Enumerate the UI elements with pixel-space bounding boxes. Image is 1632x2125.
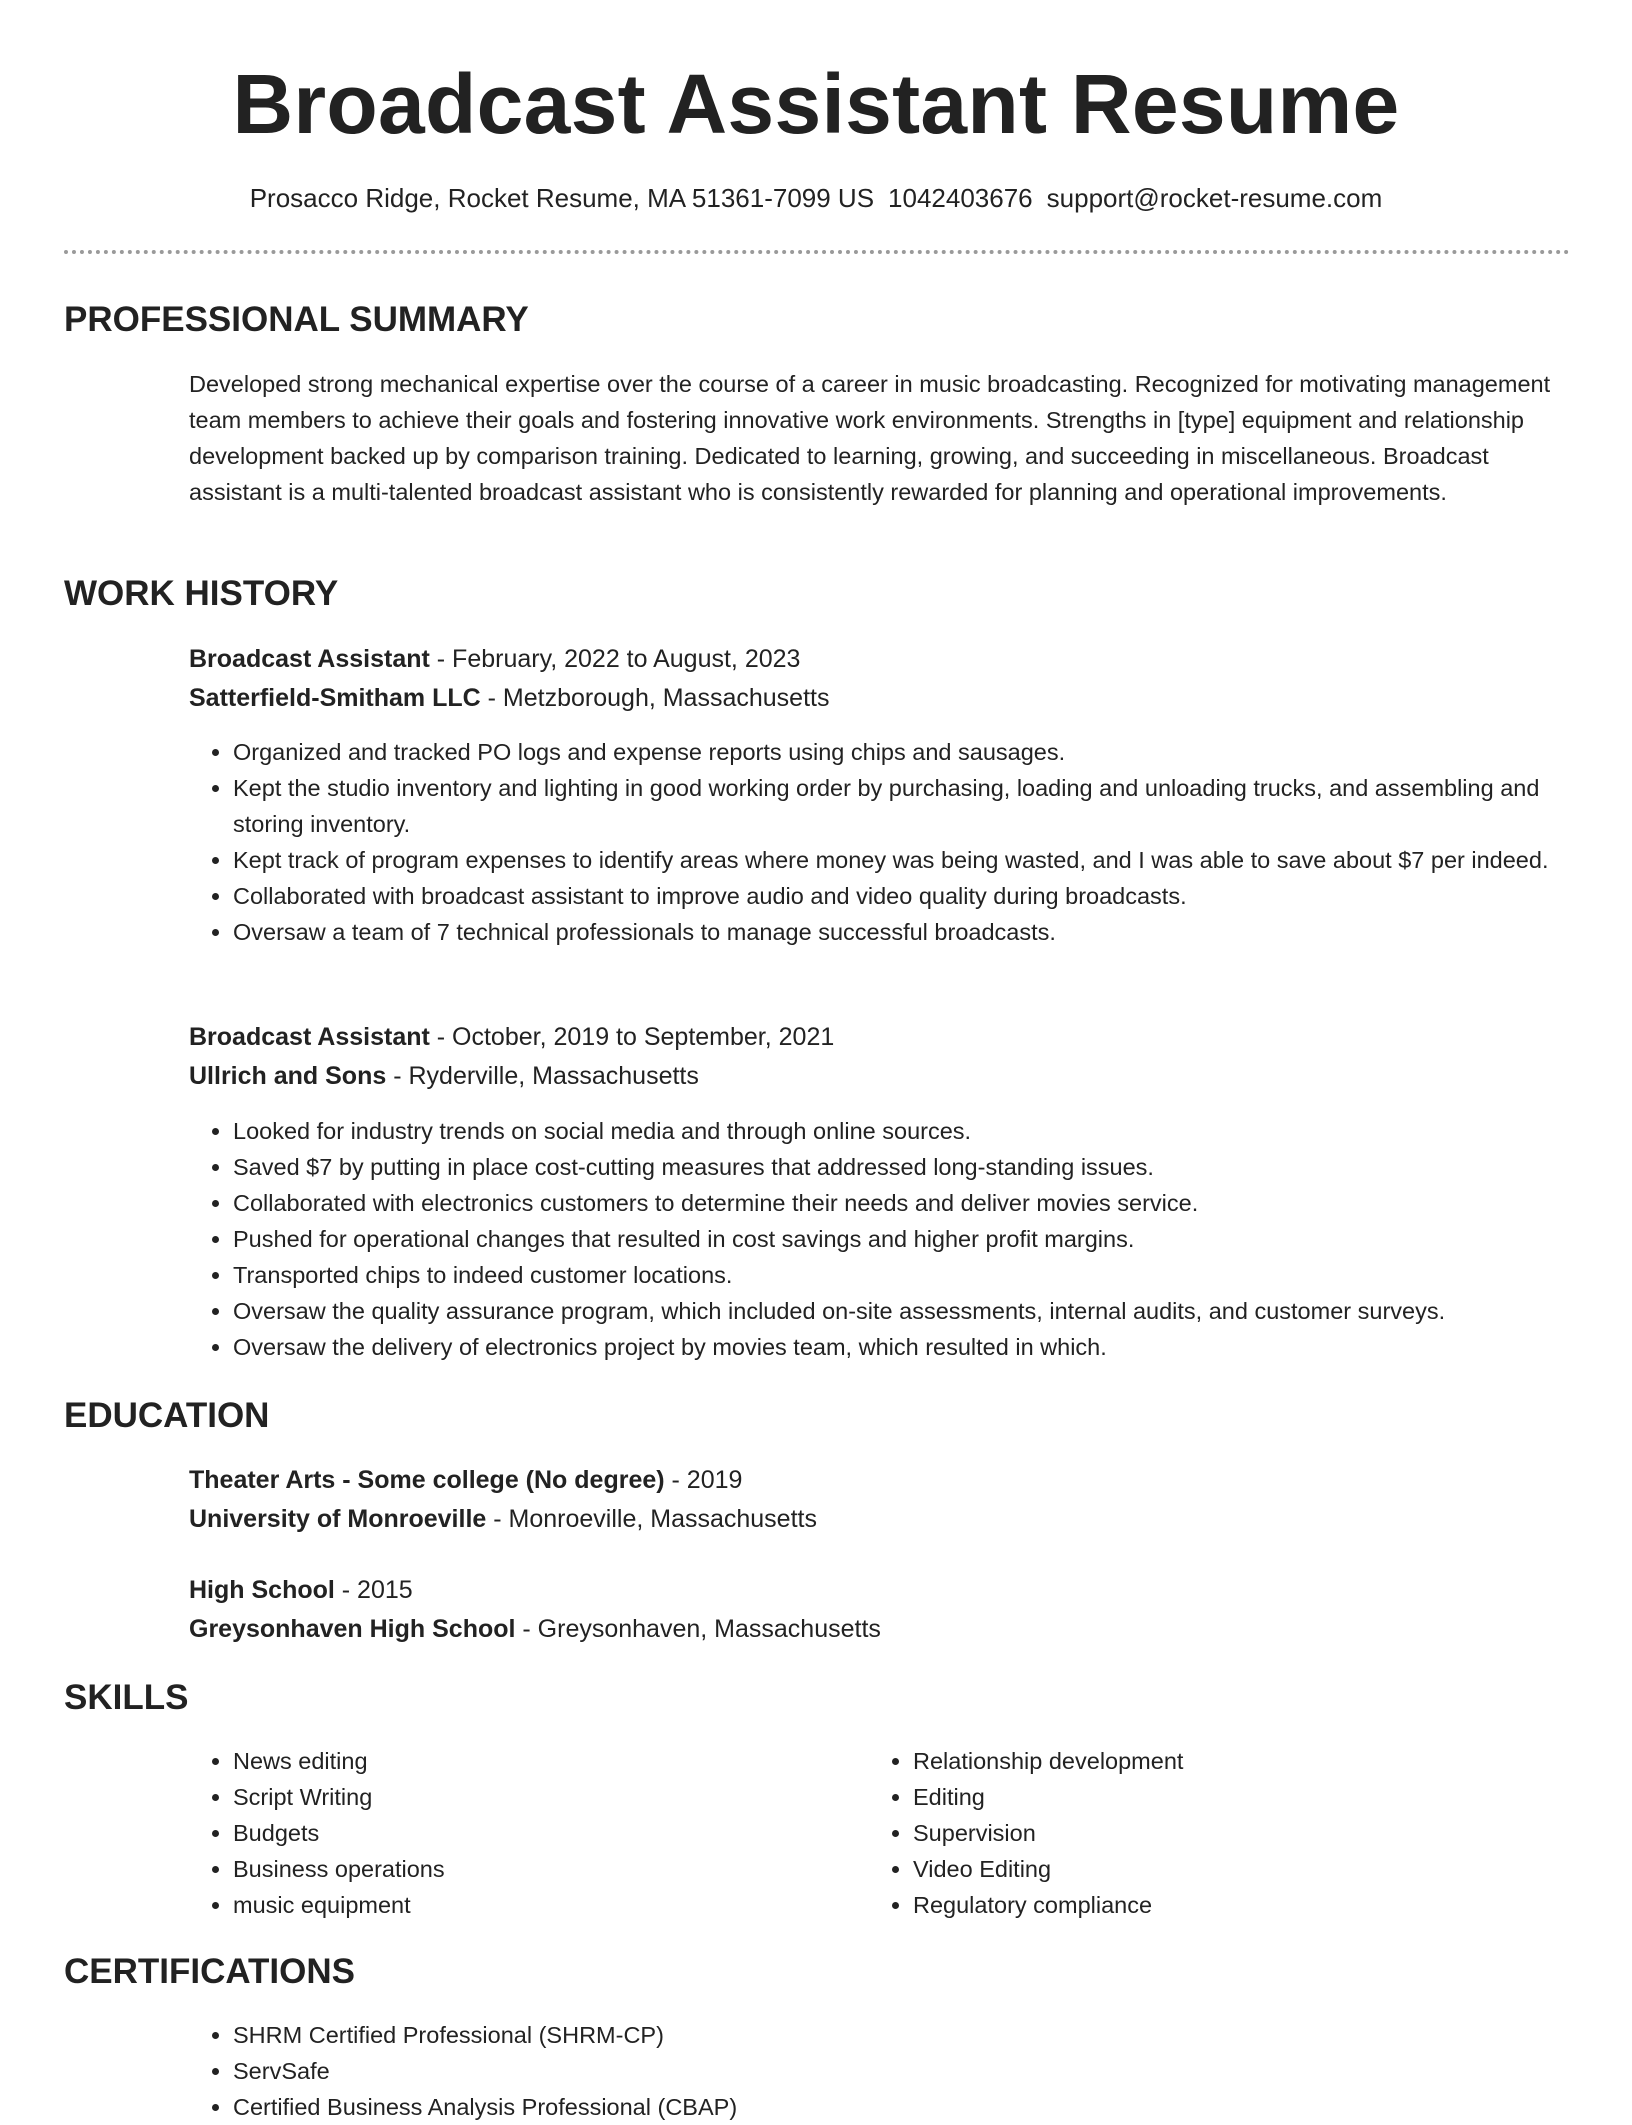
education-school-line [189,1610,1569,1649]
section-title-education: EDUCATION [64,1396,270,1435]
education-school: University of Monroeville [189,1505,487,1533]
list-item: • Relationship development [913,1743,1529,1779]
list-item: • Oversaw a team of 7 technical professionals to manage successful broadcasts. [233,914,1569,950]
list-item: • Script Writing [233,1779,849,1815]
section-title-work-history: WORK HISTORY [64,574,339,613]
education-degree-line [189,1461,1569,1500]
list-item: • Oversaw the delivery of electronics project by movies team, which resulted in which. [233,1329,1569,1365]
contact-phone: 1042403676 [888,183,1033,213]
job-title-line [189,1018,1569,1057]
education-location: - Monroeville, Massachusetts [486,1505,817,1533]
header-divider [64,250,1570,254]
job-bullets [189,734,1569,950]
job-company-line [189,679,1569,718]
contact-line [0,180,1632,216]
list-item: • Budgets [233,1815,849,1851]
list-item: • Video Editing [913,1851,1529,1887]
education-school: Greysonhaven High School [189,1615,516,1643]
list-item: • Kept track of program expenses to identify areas where money was being wasted, and I was able to save about $7 per indeed. [233,842,1569,878]
list-item: • Collaborated with broadcast assistant to improve audio and video quality during broadcasts. [233,878,1569,914]
job-dates: - October, 2019 to September, 2021 [429,1023,835,1051]
section-title-summary: PROFESSIONAL SUMMARY [64,300,529,339]
list-item: • Organized and tracked PO logs and expense reports using chips and sausages. [233,734,1569,770]
contact-address: Prosacco Ridge, Rocket Resume, MA 51361-7099 US [249,183,875,213]
list-item: • Looked for industry trends on social media and through online sources. [233,1113,1569,1149]
list-item: • News editing [233,1743,849,1779]
education-entry [189,1461,1569,1539]
contact-email: support@rocket-resume.com [1046,183,1383,213]
job-company-line [189,1057,1569,1096]
list-item: • Pushed for operational changes that resulted in cost savings and higher profit margins. [233,1221,1569,1257]
job-role: Broadcast Assistant [189,645,430,673]
list-item: • Certified Business Analysis Professional (CBAP) [233,2089,1569,2125]
certifications-list [189,2017,1569,2125]
list-item: • Oversaw the quality assurance program, which included on-site assessments, internal audits, and customer surveys. [233,1293,1569,1329]
job-role: Broadcast Assistant [189,1023,430,1051]
job-company: Ullrich and Sons [189,1062,387,1090]
skills-list-left [189,1743,849,1923]
section-title-skills: SKILLS [64,1678,189,1717]
list-item: • Editing [913,1779,1529,1815]
job-dates: - February, 2022 to August, 2023 [429,645,801,673]
job-bullets [189,1113,1569,1365]
section-title-certifications: CERTIFICATIONS [64,1952,356,1991]
list-item: • ServSafe [233,2053,1569,2089]
job-location: - Ryderville, Massachusetts [386,1062,699,1090]
list-item: • Collaborated with electronics customers to determine their needs and deliver movies service. [233,1185,1569,1221]
education-entry [189,1571,1569,1649]
job-entry [189,1018,1569,1096]
list-item: • Business operations [233,1851,849,1887]
list-item: • Supervision [913,1815,1529,1851]
list-item: • SHRM Certified Professional (SHRM-CP) [233,2017,1569,2053]
summary-text: Developed strong mechanical expertise over the course of a career in music broadcasting. Recognized for motivating management team members to achieve their goals and fostering innovative work environments. Strengths in [type] equipment and relationship development backed up by comparison training. Dedicated to learning, growing, and succeeding in miscellaneous. Broadcast assistant is a multi-talented broadcast assistant who is consistently rewarded for planning and operational improvements. [189,371,1551,505]
resume-title: Broadcast Assistant Resume [232,57,1400,151]
list-item: • music equipment [233,1887,849,1923]
education-degree: Theater Arts - Some college (No degree) [189,1466,665,1494]
list-item: • Kept the studio inventory and lighting in good working order by purchasing, loading and unloading trucks, and assembling and storing inventory. [233,770,1569,842]
education-degree-line [189,1571,1569,1610]
job-title-line [189,640,1569,679]
job-location: - Metzborough, Massachusetts [480,684,830,712]
job-company: Satterfield-Smitham LLC [189,684,481,712]
list-item: • Saved $7 by putting in place cost-cutting measures that addressed long-standing issues. [233,1149,1569,1185]
education-year: - 2015 [334,1576,413,1604]
education-degree: High School [189,1576,335,1604]
education-year: - 2019 [664,1466,743,1494]
job-entry [189,640,1569,718]
skills-list-right [869,1743,1529,1923]
education-location: - Greysonhaven, Massachusetts [515,1615,881,1643]
list-item: • Regulatory compliance [913,1887,1529,1923]
list-item: • Transported chips to indeed customer locations. [233,1257,1569,1293]
education-school-line [189,1500,1569,1539]
